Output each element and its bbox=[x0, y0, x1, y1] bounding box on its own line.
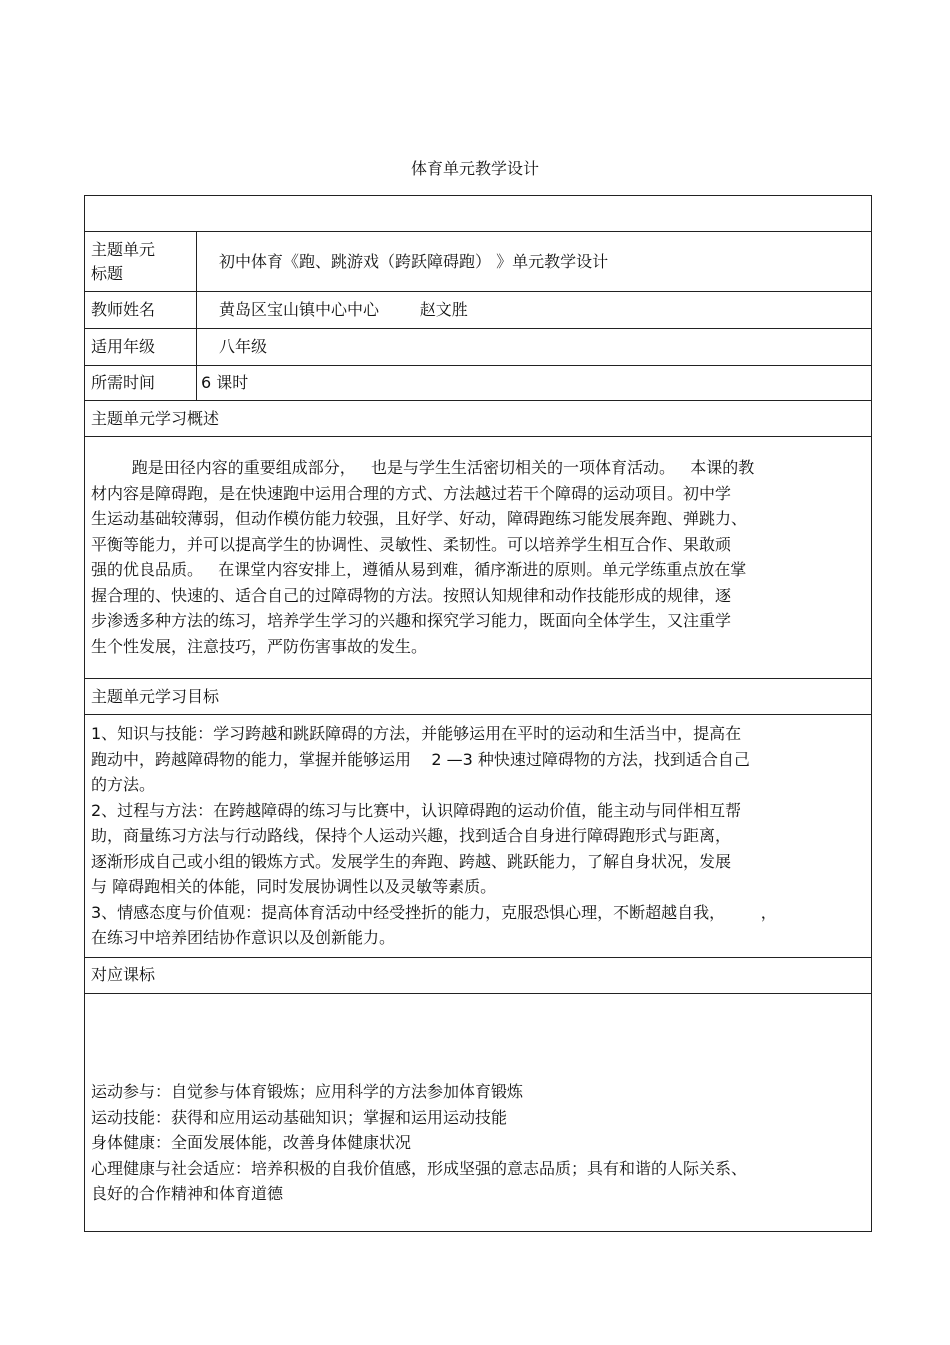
overview-line: 步渗透多种方法的练习，培养学生学习的兴趣和探究学习能力，既面向全体学生，又注重学 bbox=[91, 611, 732, 630]
goals-heading-row bbox=[85, 679, 872, 715]
overview-heading-row bbox=[85, 401, 872, 437]
overview-line: 材内容是障碍跑，是在快速跑中运用合理的方式、方法越过若干个障碍的运动项目。初中学 bbox=[91, 483, 732, 503]
goals-line: 1、知识与技能：学习跨越和跳跃障碍的方法，并能够运用在平时的运动和生活当中，提高在 bbox=[91, 724, 742, 743]
goals-line: 跑动中，跨越障碍物的能力，掌握并能够运用 2 —3 种快速过障碍物的方法，找到适合自己 bbox=[91, 749, 750, 769]
goals-line: 在练习中培养团结协作意识以及创新能力。 bbox=[91, 928, 396, 947]
overview-line: 强的优良品质。 在课堂内容安排上，遵循从易到难，循序渐进的原则。单元学练重点放在掌 bbox=[91, 560, 747, 579]
teacher-value: 黄岛区宝山镇中心中心 赵文胜 bbox=[197, 292, 872, 329]
standards-line: 身体健康：全面发展体能，改善身体健康状况 bbox=[91, 1133, 412, 1152]
goals-body-row bbox=[85, 715, 872, 958]
standards-line: 心理健康与社会适应：培养积极的自我价值感，形成坚强的意志品质；具有和谐的人际关系、 bbox=[91, 1158, 748, 1178]
theme-row bbox=[85, 232, 872, 292]
theme-value: 初中体育《跑、跳游戏（跨跃障碍跑） 》单元教学设计 bbox=[197, 232, 872, 292]
goals-line: 与 障碍跑相关的体能，同时发展协调性以及灵敏等素质。 bbox=[91, 877, 497, 896]
unit-design-table bbox=[84, 195, 872, 1232]
goals-line: 3、情感态度与价值观：提高体育活动中经受挫折的能力，克服恐惧心理，不断超越自我， ， bbox=[91, 902, 777, 922]
overview-line: 握合理的、快速的、适合自己的过障碍物的方法。按照认知规律和动作技能形成的规律，逐 bbox=[91, 585, 732, 605]
theme-label: 主题单元 标题 bbox=[85, 232, 197, 292]
goals-body bbox=[85, 715, 872, 958]
teacher-row bbox=[85, 292, 872, 329]
overview-body-row bbox=[85, 437, 872, 679]
time-label: 所需时间 bbox=[85, 366, 197, 401]
blank-cell bbox=[85, 196, 872, 232]
overview-line: 生运动基础较薄弱，但动作模仿能力较强，且好学、好动，障碍跑练习能发展奔跑、弹跳力、 bbox=[91, 509, 748, 528]
goals-line: 逐渐形成自己或小组的锻炼方式。发展学生的奔跑、跨越、跳跃能力，了解自身状况，发展 bbox=[91, 851, 732, 871]
standards-body-row bbox=[85, 993, 872, 1231]
goals-line: 的方法。 bbox=[91, 775, 156, 794]
standards-line: 运动技能：获得和应用运动基础知识；掌握和运用运动技能 bbox=[91, 1107, 508, 1127]
goals-line: 2、过程与方法：在跨越障碍的练习与比赛中，认识障碍跑的运动价值，能主动与同伴相互帮 bbox=[91, 800, 742, 820]
goals-heading: 主题单元学习目标 bbox=[85, 679, 872, 715]
standards-body bbox=[85, 993, 872, 1231]
grade-row bbox=[85, 329, 872, 366]
teacher-label: 教师姓名 bbox=[85, 292, 197, 329]
overview-line: 跑是田径内容的重要组成部分， 也是与学生生活密切相关的一项体育活动。 本课的教 bbox=[91, 458, 755, 477]
time-value: 6 课时 bbox=[197, 366, 872, 401]
overview-line: 生个性发展，注意技巧，严防伤害事故的发生。 bbox=[91, 636, 428, 656]
grade-label: 适用年级 bbox=[85, 329, 197, 366]
time-row bbox=[85, 366, 872, 401]
overview-line: 平衡等能力，并可以提高学生的协调性、灵敏性、柔韧性。可以培养学生相互合作、果敢顽 bbox=[91, 534, 732, 554]
document-title: 体育单元教学设计 bbox=[410, 159, 539, 178]
overview-body bbox=[85, 437, 872, 679]
standards-heading-row bbox=[85, 957, 872, 993]
blank-row bbox=[85, 196, 872, 232]
standards-line: 良好的合作精神和体育道德 bbox=[91, 1184, 284, 1203]
standards-line: 运动参与：自觉参与体育锻炼；应用科学的方法参加体育锻炼 bbox=[91, 1082, 524, 1101]
goals-line: 助，商量练习方法与行动路线，保持个人运动兴趣，找到适合自身进行障碍跑形式与距离， bbox=[91, 826, 732, 845]
grade-value: 八年级 bbox=[197, 329, 872, 366]
standards-heading: 对应课标 bbox=[85, 957, 872, 993]
overview-heading: 主题单元学习概述 bbox=[85, 401, 872, 437]
